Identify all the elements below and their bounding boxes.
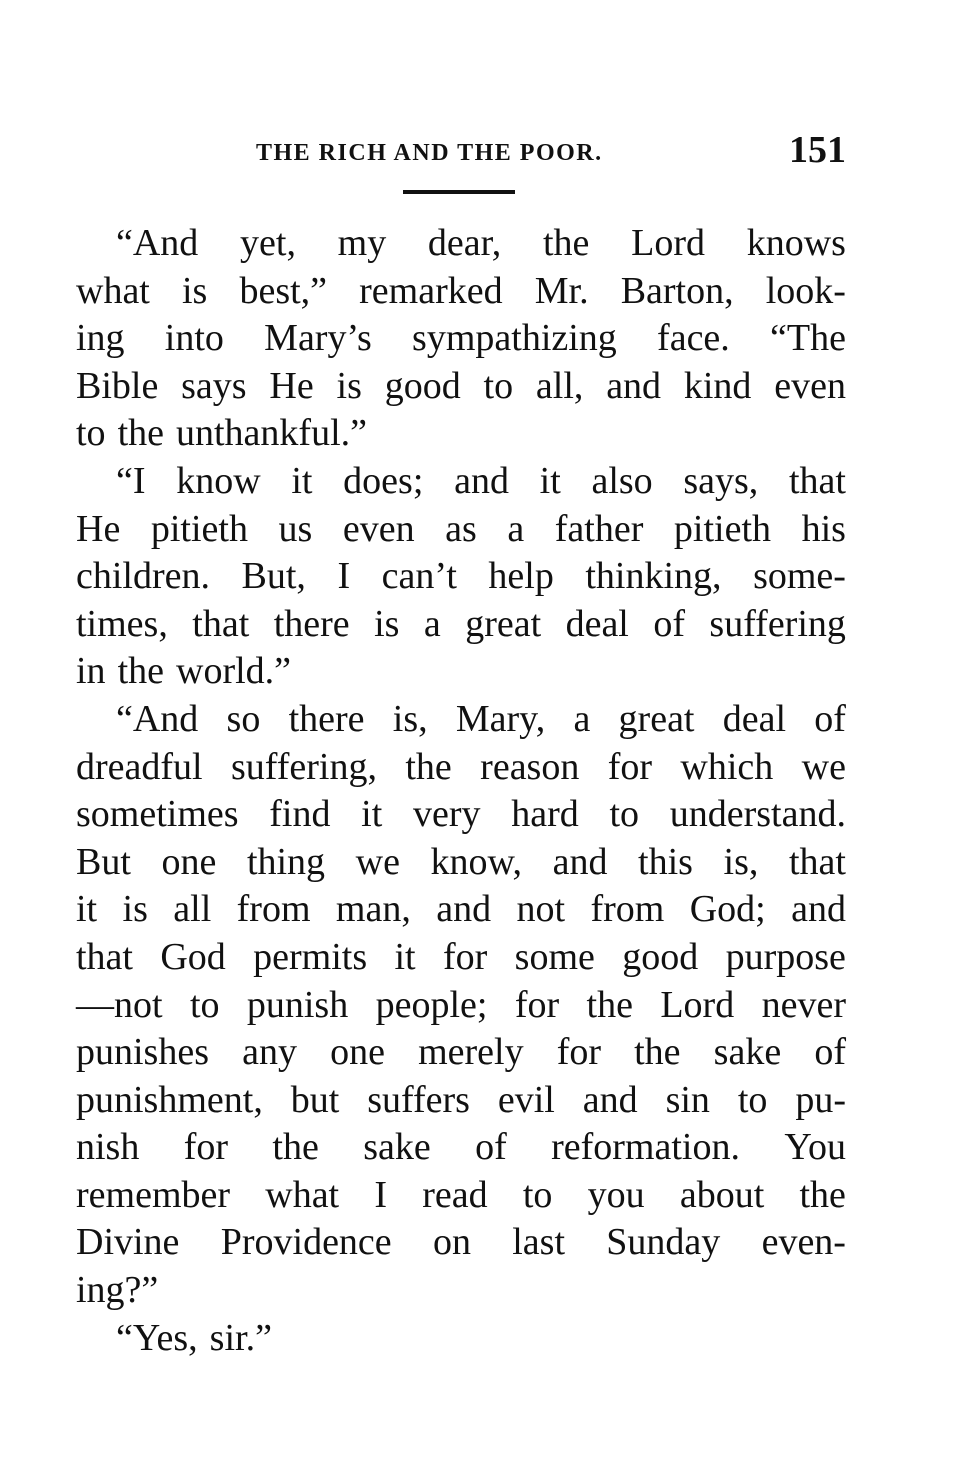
word: it <box>361 793 383 836</box>
word: it <box>539 459 561 502</box>
word: children. <box>76 555 211 598</box>
text-line <box>76 1124 846 1172</box>
word: all, <box>535 364 584 407</box>
word: and <box>606 364 662 407</box>
text-line <box>76 268 846 316</box>
word: even <box>774 364 846 407</box>
text-line <box>76 791 846 839</box>
word: but <box>290 1078 340 1121</box>
word: pitieth <box>673 507 772 550</box>
text-line <box>76 1267 846 1315</box>
word: Mary’s <box>264 317 372 360</box>
word: that <box>76 935 133 978</box>
word: sake <box>363 1126 431 1169</box>
text-line <box>76 1219 846 1267</box>
word: on <box>432 1221 471 1264</box>
word: there <box>273 602 350 645</box>
word: this <box>638 840 693 883</box>
word: sake <box>713 1031 782 1074</box>
text-line <box>76 982 846 1030</box>
word: dreadful <box>76 745 203 788</box>
word: punish <box>246 983 349 1026</box>
word: sin <box>665 1078 710 1121</box>
word: punishment, <box>76 1078 263 1121</box>
text-line <box>76 363 846 411</box>
word: for <box>556 1031 602 1074</box>
word: ing?” <box>76 1269 159 1312</box>
word: deal <box>565 602 629 645</box>
word: man, <box>335 888 411 931</box>
word: it <box>76 888 98 931</box>
word: know <box>176 459 261 502</box>
word: and <box>454 459 509 502</box>
word: and <box>582 1078 638 1121</box>
word: Mr. <box>534 269 589 312</box>
word: is <box>374 602 400 645</box>
word: what <box>265 1173 340 1216</box>
word: reason <box>480 745 580 788</box>
word: does; <box>343 459 424 502</box>
word: the <box>117 650 164 693</box>
word: face. <box>657 317 730 360</box>
text-line <box>76 1315 846 1363</box>
word: nish <box>76 1126 140 1169</box>
word: I <box>374 1173 387 1216</box>
word: the <box>634 1031 681 1074</box>
word: is <box>181 269 208 312</box>
word: suffering <box>709 602 846 645</box>
word: “Yes, <box>116 1316 198 1359</box>
word: to <box>483 364 514 407</box>
word: of <box>653 602 685 645</box>
word: punishes <box>76 1031 209 1074</box>
word: Lord <box>631 222 706 264</box>
word: is, <box>723 840 759 883</box>
word: we <box>801 745 846 788</box>
word: is <box>336 364 362 407</box>
running-title: THE RICH AND THE POOR. <box>256 140 603 166</box>
text-line <box>76 553 846 601</box>
word: to <box>609 793 640 836</box>
word: there <box>288 697 365 740</box>
word: “And <box>116 697 199 740</box>
word: He <box>76 507 121 550</box>
word: kind <box>683 364 752 407</box>
word: know, <box>430 840 523 883</box>
word: and <box>791 888 846 931</box>
word: it <box>291 459 313 502</box>
word: to <box>189 983 220 1026</box>
word: evil <box>497 1078 555 1121</box>
word: He <box>269 364 314 407</box>
word: God; <box>689 888 766 931</box>
word: and <box>436 888 492 931</box>
word: deal <box>722 697 787 740</box>
word: it <box>394 935 416 978</box>
word: one <box>161 840 217 883</box>
word: God <box>160 935 226 978</box>
text-line <box>76 744 846 792</box>
word: that <box>789 459 846 502</box>
text-line <box>76 1029 846 1077</box>
word: reformation. <box>551 1126 740 1169</box>
word: that <box>788 840 846 883</box>
word: says, <box>683 459 759 502</box>
word: the <box>272 1126 319 1169</box>
word: Divine <box>76 1221 180 1264</box>
word: sometimes <box>76 793 239 836</box>
word: purpose <box>725 935 846 978</box>
word: to <box>737 1078 768 1121</box>
word: Lord <box>660 983 735 1026</box>
header-rule <box>403 190 515 194</box>
word: what <box>76 269 150 312</box>
word: father <box>554 507 644 550</box>
word: help <box>488 555 554 598</box>
word: the <box>799 1173 846 1216</box>
word: good <box>622 935 699 978</box>
word: us <box>278 507 313 550</box>
word: people; <box>375 983 488 1026</box>
word: a <box>573 697 591 740</box>
word: the <box>543 222 590 264</box>
word: to <box>76 412 106 455</box>
word: Mary, <box>455 697 546 740</box>
word: for <box>607 745 653 788</box>
word: read <box>422 1173 488 1216</box>
word: pitieth <box>150 507 248 550</box>
word: all <box>173 888 212 931</box>
word: great <box>618 697 695 740</box>
word: is, <box>392 697 428 740</box>
word: “And <box>116 222 199 264</box>
word: never <box>761 983 846 1026</box>
word: But, <box>241 555 306 598</box>
word: can’t <box>381 555 457 598</box>
text-line <box>76 458 846 506</box>
word: ing <box>76 317 125 360</box>
word: of <box>814 697 846 740</box>
word: a <box>507 507 525 550</box>
word: suffering, <box>230 745 377 788</box>
word: good <box>384 364 461 407</box>
word: some <box>514 935 595 978</box>
word: into <box>164 317 224 360</box>
text-line <box>76 315 846 363</box>
word: for <box>183 1126 229 1169</box>
word: Providence <box>220 1221 392 1264</box>
word: great <box>465 602 542 645</box>
word: best,” <box>239 269 328 312</box>
word: times, <box>76 602 168 645</box>
word: as <box>445 507 477 550</box>
word: that <box>192 602 250 645</box>
word: of <box>814 1031 846 1074</box>
word: says <box>181 364 247 407</box>
word: the <box>586 983 633 1026</box>
text-line <box>76 506 846 554</box>
text-line <box>76 648 846 696</box>
word: —not <box>76 983 163 1026</box>
word: and <box>552 840 608 883</box>
word: remarked <box>359 269 503 312</box>
word: even <box>342 507 415 550</box>
word: my <box>337 222 387 264</box>
word: permits <box>253 935 368 978</box>
text-line <box>76 1077 846 1125</box>
word: so <box>226 697 261 740</box>
word: is <box>122 888 148 931</box>
word: thinking, <box>585 555 722 598</box>
word: some- <box>753 555 846 598</box>
word: you <box>587 1173 645 1216</box>
word: suffers <box>367 1078 470 1121</box>
word: yet, <box>240 222 296 264</box>
word: sympathizing <box>412 317 617 360</box>
word: the <box>117 412 164 455</box>
text-line <box>76 601 846 649</box>
text-line <box>76 934 846 982</box>
word: the <box>405 745 452 788</box>
word: even- <box>761 1221 846 1264</box>
word: I <box>337 555 351 598</box>
word: last <box>512 1221 566 1264</box>
word: sir.” <box>209 1316 272 1359</box>
text-line <box>76 1172 846 1220</box>
word: for <box>514 983 560 1026</box>
word: look- <box>765 269 846 312</box>
word: a <box>423 602 441 645</box>
running-head <box>76 128 846 178</box>
word: in <box>76 650 106 693</box>
word: “The <box>770 317 846 360</box>
word: not <box>516 888 566 931</box>
word: from <box>590 888 665 931</box>
word: to <box>522 1173 553 1216</box>
text-line <box>76 410 846 458</box>
word: we <box>355 840 400 883</box>
word: from <box>236 888 311 931</box>
word: remember <box>76 1173 231 1216</box>
word: But <box>76 840 131 883</box>
word: of <box>475 1126 507 1169</box>
word: one <box>330 1031 385 1074</box>
text-line <box>76 696 846 744</box>
word: world.” <box>176 650 292 693</box>
word: Sunday <box>606 1221 721 1264</box>
word: knows <box>746 222 846 264</box>
word: Bible <box>76 364 159 407</box>
word: dear, <box>427 222 502 264</box>
word: Barton, <box>620 269 734 312</box>
word: also <box>591 459 653 502</box>
text-line <box>76 220 846 268</box>
word: very <box>413 793 481 836</box>
text-line <box>76 839 846 887</box>
word: unthankful.” <box>176 412 368 455</box>
word: thing <box>246 840 326 883</box>
word: hard <box>511 793 579 836</box>
word: any <box>242 1031 297 1074</box>
word: pu- <box>795 1078 846 1121</box>
word: find <box>269 793 331 836</box>
word: “I <box>116 459 146 502</box>
word: his <box>801 507 846 550</box>
body-text <box>76 220 846 1362</box>
word: which <box>680 745 774 788</box>
text-line <box>76 886 846 934</box>
word: understand. <box>669 793 846 836</box>
word: merely <box>418 1031 524 1074</box>
word: for <box>442 935 488 978</box>
word: about <box>679 1173 765 1216</box>
page-number: 151 <box>789 129 846 171</box>
word: You <box>784 1126 846 1169</box>
